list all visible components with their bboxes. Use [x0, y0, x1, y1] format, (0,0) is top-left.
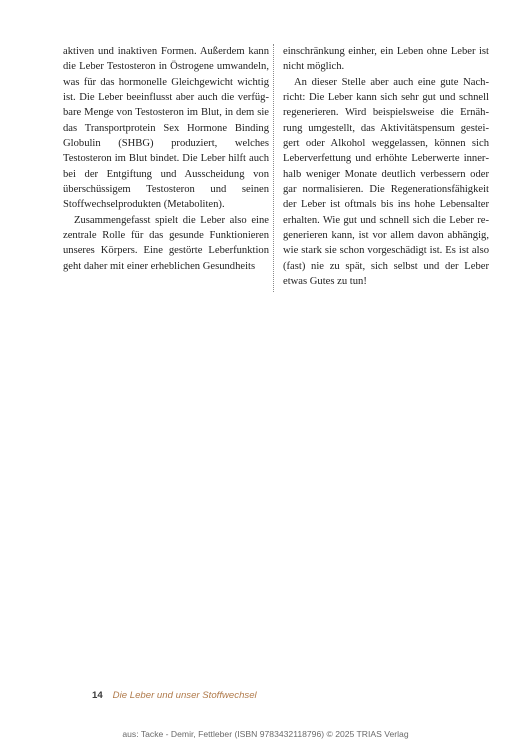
page-number: 14 — [92, 690, 103, 701]
page-footer — [92, 690, 257, 701]
source-citation: aus: Tacke - Demir, Fettleber (ISBN 9783432118796) © 2025 TRIAS Verlag — [122, 729, 409, 739]
left-paragraph-2: Zusammengefasst spielt die Leber also eine zentrale Rolle für das gesunde Funktionieren unseres Körpers. Eine gestörte Leberfunktion geht daher mit einer erheblichen Gesundheits — [63, 214, 269, 272]
right-paragraph-1: einschränkung einher, ein Leben ohne Leber ist nicht möglich. — [283, 46, 489, 73]
right-text-column — [283, 44, 489, 290]
left-text-column — [63, 44, 269, 274]
right-paragraph-2: An dieser Stelle aber auch eine gute Nachricht: Die Leber kann sich sehr gut und schnell regenerieren. Wird beispielsweise die Ernährung umgestellt, das Aktivitätspensum gesteigert oder Alkohol weggelassen, können sich Leberverfettung und erhöhte Leberwerte innerhalb weniger Monate deutlich verbessern oder gar normalisieren. Die Regenerationsfähigkeit der Leber ist oftmals bis ins hohe Lebensalter erhalten. Wie gut und schnell sich die Leber regenerieren kann, ist vor allem davon abhängig, wie stark sie schon vorgeschädigt ist. Es ist also (fast) nie zu spät, sich selbst und der Leber etwas Gutes zu tun! — [283, 76, 489, 288]
column-divider — [273, 44, 274, 292]
left-paragraph-1: aktiven und inaktiven Formen. Außerdem kann die Leber Testosteron in Östrogene umwandeln, was für das hormonelle Gleichgewicht wichtig ist. Die Leber beeinflusst aber auch die verfügbare Menge von Testosteron im Blut, in dem sie das Transportprotein Sex Hormone Binding Globulin (SHBG) produziert, welches Testosteron im Blut bindet. Die Leber hilft auch bei der Entgiftung und Ausscheidung von überschüssigem Testosteron und seinen Stoffwechselprodukten (Metaboliten). — [63, 46, 269, 211]
running-title: Die Leber und unser Stoffwechsel — [112, 690, 257, 701]
